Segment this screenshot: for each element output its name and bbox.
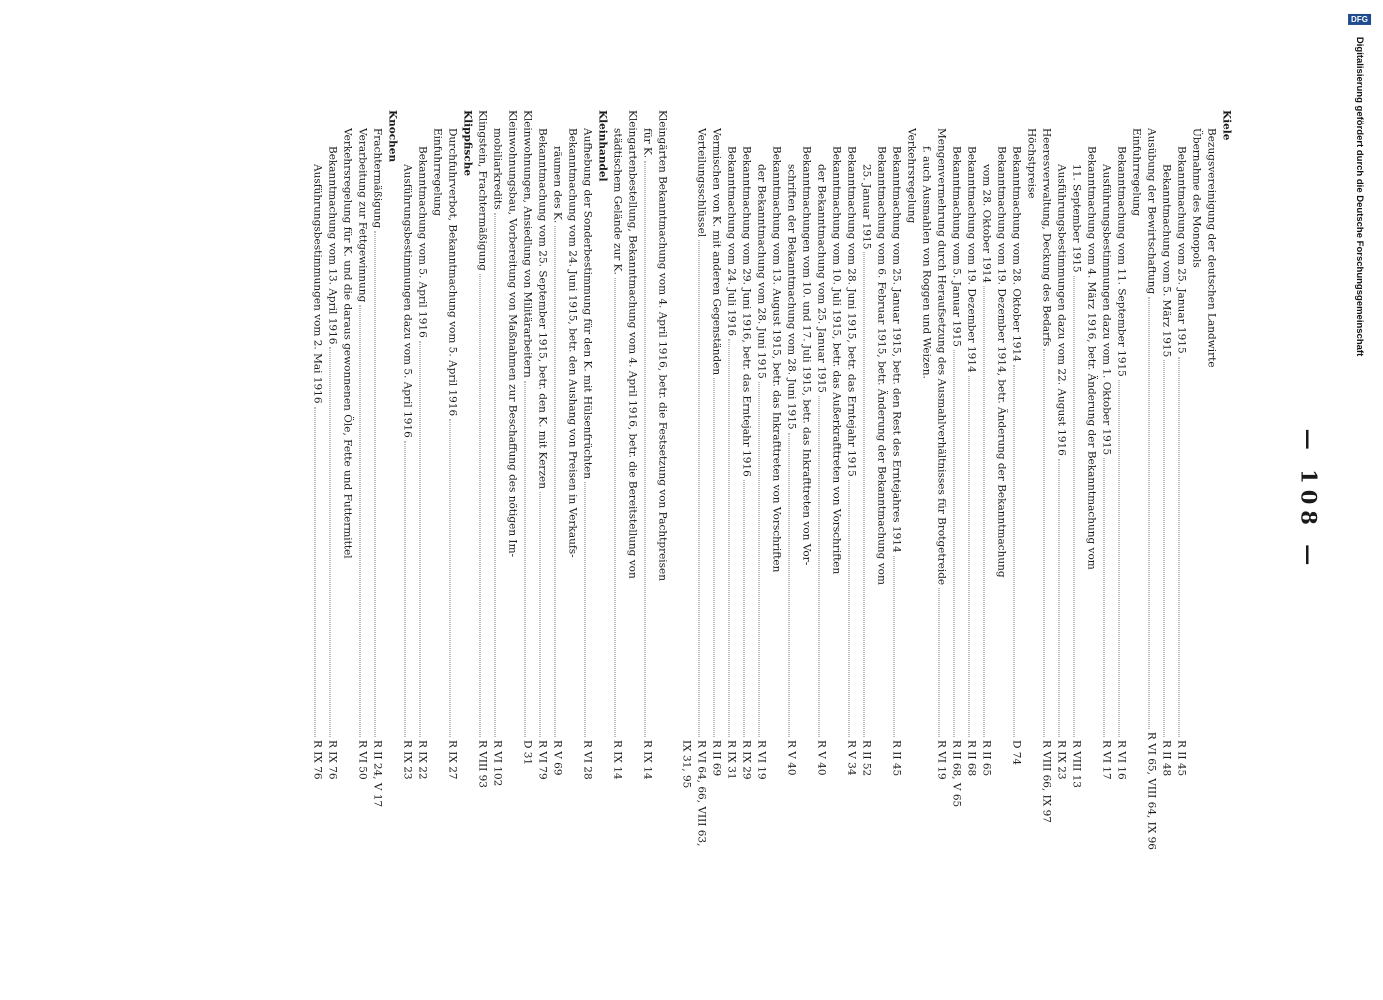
index-entry — [369, 110, 384, 850]
index-entry — [1113, 110, 1128, 850]
entry-text: Bekanntmachung vom 10. Juli 1915, betr. das Außerkrafttreten von Vorschriften — [830, 146, 842, 575]
index-entry — [828, 110, 843, 850]
entry-reference: R VI 102 — [491, 740, 503, 787]
entry-reference: D 31 — [521, 740, 533, 766]
entry-text: Bekanntmachung vom 13. April 1916 — [326, 146, 338, 345]
entry-reference: R VIII 93 — [476, 740, 488, 788]
dot-leader — [554, 226, 556, 737]
entry-text: Ausführungsbestimmungen dazu vom 5. April 1916 — [401, 164, 413, 438]
index-entry — [1143, 110, 1158, 850]
entry-text: Bekanntmachung vom 6. Februar 1915, betr. Änderung der Bekanntmachung vom — [875, 146, 887, 585]
dot-leader — [758, 382, 760, 737]
index-entry — [1173, 110, 1188, 850]
entry-reference: R IX 76 — [326, 740, 338, 780]
entry-text: Klippfische — [461, 110, 473, 177]
entry-text: Übernahme des Monopols — [1190, 128, 1202, 268]
index-entry — [1038, 110, 1053, 850]
entry-text: Höchstpreise — [1025, 128, 1037, 199]
index-entry — [1158, 110, 1173, 850]
entry-text: räumen des K. — [551, 146, 563, 224]
entry-reference: R II 45 — [890, 740, 902, 777]
index-entry — [768, 110, 783, 850]
dot-leader — [614, 278, 616, 737]
index-entry — [579, 110, 594, 850]
entry-reference: R IX 31 — [725, 740, 737, 780]
dfg-logo: DFG — [1348, 14, 1371, 25]
index-entry — [903, 110, 918, 850]
index-entry — [609, 110, 624, 850]
entry-reference: R IX 76 — [311, 740, 323, 780]
dot-leader — [314, 407, 316, 737]
entry-text: Bekanntmachung vom 29. Juni 1916, betr. das Erntejahr 1916 — [740, 146, 752, 477]
entry-text: mobiliarkredits — [491, 128, 503, 210]
index-heading — [459, 110, 474, 850]
index-entry — [309, 110, 324, 850]
index-entry — [564, 110, 579, 850]
entry-text: Durchfuhrverbot, Bekanntmachung vom 5. April 1916 — [446, 128, 458, 417]
entry-text: Vermischen von K. mit anderen Gegenständen — [710, 128, 722, 376]
entry-reference: R II 65 — [980, 740, 992, 777]
dot-leader — [848, 480, 850, 737]
dot-leader — [419, 341, 421, 737]
dot-leader — [728, 339, 730, 737]
dot-leader — [893, 556, 895, 737]
entry-text: Ausführungsbestimmungen dazu vom 22. August 1916 — [1055, 164, 1067, 456]
index-entry — [1008, 110, 1023, 850]
entry-reference: R II 52 — [860, 740, 872, 777]
entry-reference: R IX 27 — [446, 740, 458, 780]
entry-text: für K. — [641, 128, 653, 159]
entry-text: Knochen — [386, 110, 398, 163]
index-entry — [444, 110, 459, 850]
entry-text: Bekanntmachung vom 19. Dezember 1914, betr. Änderung der Bekanntmachung — [995, 146, 1007, 578]
entry-text: der Bekanntmachung vom 28. Juni 1915 — [755, 164, 767, 379]
index-entry — [693, 110, 708, 850]
entry-text: Klingstein, Frachtermäßigung — [476, 110, 488, 271]
dot-leader — [953, 350, 955, 737]
entry-reference: R II 68, V 65 — [950, 740, 962, 808]
entry-reference: R VI 64, 66, VIII 63, — [695, 740, 707, 847]
entry-spacer — [669, 110, 678, 850]
entry-text: Verteilungsschlüssel — [695, 128, 707, 238]
index-entry — [489, 110, 504, 850]
entry-text: Bekanntmachung vom 11. September 1915 — [1115, 146, 1127, 377]
index-entry — [1023, 110, 1038, 850]
entry-reference: R VI 65, VIII 64, IX 96 — [1145, 731, 1157, 850]
dot-leader — [1058, 459, 1060, 737]
entry-reference: R IX 22 — [416, 740, 428, 780]
entry-text: Bekanntmachung vom 28. Oktober 1914 — [1010, 146, 1022, 362]
entry-text: f. auch Ausmahlen von Roggen und Weizen. — [920, 146, 932, 379]
dot-leader — [374, 231, 376, 737]
index-entry — [519, 110, 534, 850]
entry-reference: R V 34 — [845, 740, 857, 776]
index-entry — [474, 110, 489, 850]
entry-text: Bekanntmachung vom 5. Januar 1915 — [950, 146, 962, 347]
entry-reference: R VI 19 — [935, 740, 947, 780]
dot-leader — [539, 492, 541, 737]
index-entry — [723, 110, 738, 850]
index-entry — [963, 110, 978, 850]
entry-text: Bekanntmachung vom 24. Juli 1916 — [725, 146, 737, 337]
entry-text: Aufhebung der Sonderbestimmung für den K. mit Hülsenfrüchten — [581, 128, 593, 480]
dot-leader — [863, 252, 865, 737]
entry-text: Einfuhrregelung — [1130, 128, 1142, 216]
dot-leader — [644, 161, 646, 737]
entry-text: Kleingärten Bekanntmachung vom 4. April 1916, betr. die Festsetzung von Pachtpreisen — [656, 110, 668, 582]
entry-text: Heeresverwaltung, Deckung des Bedarfs — [1040, 128, 1052, 347]
dot-leader — [524, 381, 526, 737]
index-entry — [1083, 110, 1098, 850]
index-entry — [948, 110, 963, 850]
entry-reference: R IX 23 — [1055, 740, 1067, 780]
dot-leader — [938, 588, 940, 737]
entry-text: 25. Januar 1915 — [860, 164, 872, 250]
dot-leader — [1148, 297, 1150, 729]
entry-reference: R II 69 — [710, 740, 722, 777]
entry-text: Ausführungsbestimmungen dazu vom 1. Oktober 1915 — [1100, 164, 1112, 456]
index-entry — [1128, 110, 1143, 850]
index-entry — [324, 110, 339, 850]
entry-text: Einfuhrregelung — [431, 128, 443, 216]
entry-reference: R II 68 — [965, 740, 977, 777]
index-entry — [504, 110, 519, 850]
entry-text: Bekanntmachungen vom 10. und 17. Juli 1915, betr. das Inkrafttreten von Vor- — [800, 146, 812, 566]
index-entry — [933, 110, 948, 850]
entry-text: Verkehrsregelung — [905, 128, 917, 224]
entry-text: schriften der Bekanntmachung vom 28. Juni 1915 — [785, 164, 797, 430]
entry-text: Bekanntmachung vom 13. August 1915, betr. das Inkrafttreten von Vorschriften — [770, 146, 782, 573]
dot-leader — [983, 286, 985, 737]
entry-reference: R VI 50 — [356, 740, 368, 780]
entry-reference: IX 31, 95 — [680, 740, 692, 789]
entry-text: Bekanntmachung vom 19. Dezember 1914 — [965, 146, 977, 373]
index-entry — [399, 110, 414, 850]
entry-reference: R VIII 13 — [1070, 740, 1082, 788]
index-heading — [1218, 110, 1233, 850]
dot-leader — [1178, 357, 1180, 737]
entry-reference: R VI 16 — [1115, 740, 1127, 780]
entry-text: Bekanntmachung vom 25. Januar 1915 — [1175, 146, 1187, 354]
index-entry — [1053, 110, 1068, 850]
index-entry — [549, 110, 564, 850]
entry-reference: R IX 14 — [641, 740, 653, 780]
entry-text: der Bekanntmachung vom 25. Januar 1915 — [815, 164, 827, 393]
dot-leader — [1073, 276, 1075, 737]
entry-text: Mengenvermehrung durch Heraufsetzung des Ausmahlverhältnisses für Brotgetreide — [935, 128, 947, 586]
entry-text: Verkehrsregelung für K. und die daraus gewonnenen Öle, Fette und Futtermittel — [341, 128, 353, 559]
dot-leader — [329, 347, 331, 737]
index-entry — [1188, 110, 1203, 850]
index-entry — [858, 110, 873, 850]
dot-leader — [1163, 360, 1165, 737]
index-entry — [339, 110, 354, 850]
entry-reference: R II 48 — [1160, 740, 1172, 777]
entry-reference: R IX 29 — [740, 740, 752, 780]
entry-text: 11. September 1915 — [1070, 164, 1082, 273]
entry-text: Bekanntmachung vom 25. Januar 1915, betr. den Rest des Erntejahres 1914 — [890, 146, 902, 553]
entry-text: Kleinwohnungsbau, Vorbereitung von Maßnahmen zur Beschaffung des nötigen Im- — [506, 110, 518, 558]
entry-reference: D 74 — [1010, 740, 1022, 766]
entry-text: Bekanntmachung vom 5. März 1915 — [1160, 164, 1172, 358]
entry-text: Bekanntmachung vom 5. April 1916 — [416, 146, 428, 338]
dot-leader — [404, 441, 406, 737]
entry-text: Kleinwohnungen, Ansiedlung von Militärarbeitern — [521, 110, 533, 378]
index-entry — [873, 110, 888, 850]
entry-reference: R II 24, V 17 — [371, 740, 383, 808]
entry-reference: R VI 28 — [581, 740, 593, 780]
entry-text: Bekanntmachung vom 25. September 1915, betr. den K. mit Kerzen — [536, 128, 548, 489]
entry-text: Bekanntmachung vom 28. Juni 1915, betr. das Erntejahr 1915 — [845, 146, 857, 477]
entry-reference: R VI 17 — [1100, 740, 1112, 780]
entry-reference: R IX 14 — [611, 740, 623, 780]
entry-reference: R VIII 66, IX 97 — [1040, 740, 1052, 823]
entry-text: Kleinhandel — [596, 110, 608, 182]
index-heading — [384, 110, 399, 850]
index-entry — [813, 110, 828, 850]
entry-text: Ausübung der Bewirtschaftung — [1145, 128, 1157, 295]
dot-leader — [743, 480, 745, 737]
dot-leader — [494, 213, 496, 737]
entry-text: Bekanntmachung vom 4. März 1916, betr. Änderung der Bekanntmachung vom — [1085, 146, 1097, 570]
index-entry — [783, 110, 798, 850]
entry-reference: R V 40 — [815, 740, 827, 776]
index-entry — [1203, 110, 1218, 850]
index-entry — [534, 110, 549, 850]
entry-text: Kleingartenbestellung, Bekanntmachung vom 4. April 1916, betr. die Bereitstellung von — [626, 110, 638, 579]
index-entry — [753, 110, 768, 850]
dot-leader — [1103, 458, 1105, 737]
page-number: — 108 — — [1296, 428, 1321, 572]
index-entry — [414, 110, 429, 850]
index-entry — [843, 110, 858, 850]
entry-text: Verarbeitung zur Fettgewinnung — [356, 128, 368, 303]
entry-text: Ausführungsbestimmungen vom 2. Mai 1916 — [311, 164, 323, 404]
entry-text: Bezugsvereinigung der deutschen Landwirte — [1205, 128, 1217, 368]
dot-leader — [1043, 349, 1045, 737]
entry-reference: R VI 79 — [536, 740, 548, 780]
index-heading — [594, 110, 609, 850]
index-entry — [429, 110, 444, 850]
dot-leader — [1013, 365, 1015, 737]
dot-leader — [479, 274, 481, 737]
dot-leader — [584, 482, 586, 737]
index-entry — [624, 110, 639, 850]
entry-text: vom 28. Oktober 1914 — [980, 164, 992, 284]
entry-text: Bekanntmachung vom 24. Juni 1915, betr. den Aushang von Preisen in Verkaufs- — [566, 128, 578, 558]
dot-leader — [788, 433, 790, 737]
index-entry — [1068, 110, 1083, 850]
index-entry — [354, 110, 369, 850]
index-entry — [798, 110, 813, 850]
index-entry — [738, 110, 753, 850]
entry-text: Kiele — [1220, 110, 1232, 141]
index-entries — [309, 110, 1233, 850]
index-entry — [918, 110, 933, 850]
index-entry — [708, 110, 723, 850]
dot-leader — [818, 396, 820, 737]
digitization-note: Digitalisierung gefördert durch die Deutsche Forschungsgemeinschaft — [1354, 36, 1365, 357]
dot-leader — [968, 376, 970, 737]
index-entry — [1098, 110, 1113, 850]
dot-leader — [359, 305, 361, 737]
entry-reference: R V 40 — [785, 740, 797, 776]
dot-leader — [698, 240, 700, 737]
dot-leader — [449, 419, 451, 737]
entry-text: Frachtermäßigung — [371, 128, 383, 229]
index-entry — [678, 110, 693, 850]
entry-text: städtischem Gelände zur K. — [611, 128, 623, 275]
entry-reference: R VI 19 — [755, 740, 767, 780]
index-entry — [888, 110, 903, 850]
entry-reference: R II 45 — [1175, 740, 1187, 777]
index-entry — [639, 110, 654, 850]
dot-leader — [713, 378, 715, 737]
entry-reference: R V 69 — [551, 740, 563, 776]
index-entry — [993, 110, 1008, 850]
entry-reference: R IX 23 — [401, 740, 413, 780]
index-entry — [978, 110, 993, 850]
index-entry — [654, 110, 669, 850]
dot-leader — [1118, 380, 1120, 737]
